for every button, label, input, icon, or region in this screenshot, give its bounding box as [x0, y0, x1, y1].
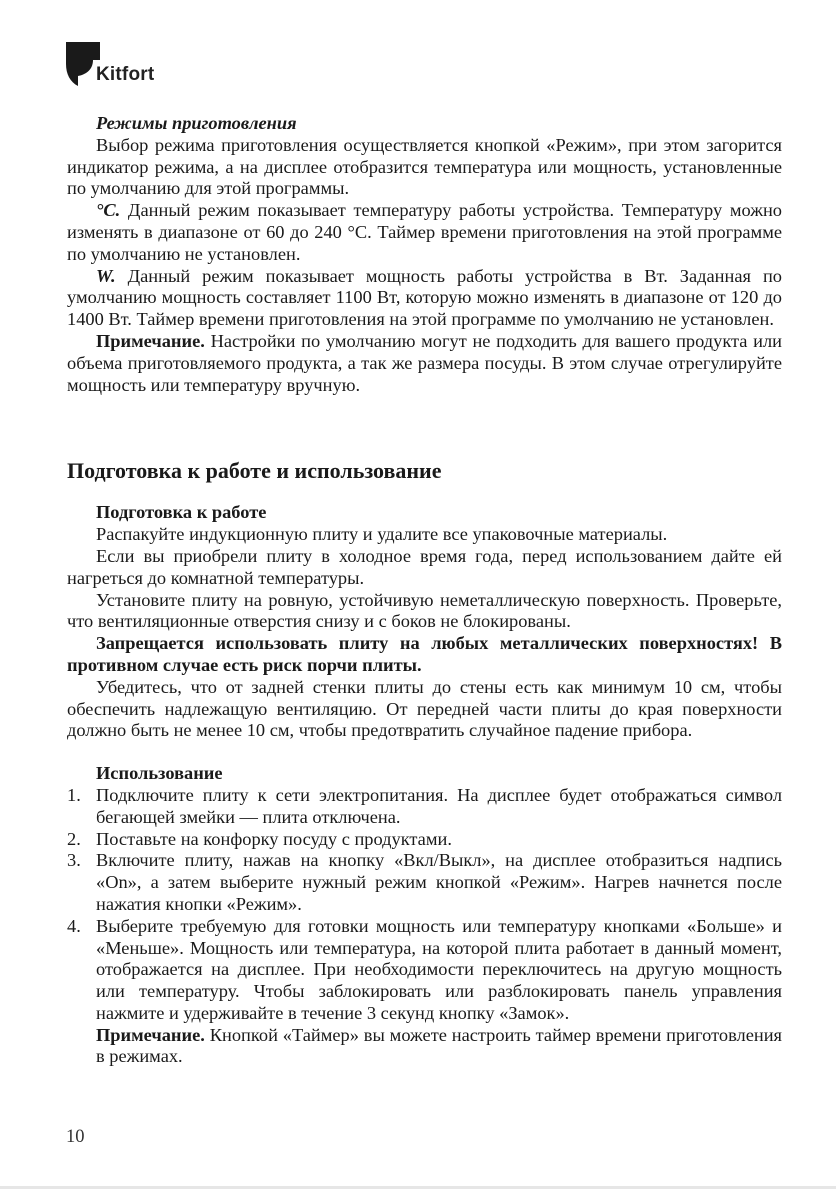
step-text: Подключите плиту к сети электропитания. На дисплее будет отображаться символ бегающей змейки — плита отключена. — [96, 784, 782, 827]
usage-step — [67, 785, 782, 829]
prep-paragraph-1: Распакуйте индукционную плиту и удалите все упаковочные материалы. — [96, 524, 668, 545]
step-text: Поставьте на конфорку посуду с продуктами. — [96, 828, 452, 849]
mode-watt-paragraph — [67, 266, 782, 331]
prep-paragraph-3: Установите плиту на ровную, устойчивую неметаллическую поверхность. Проверьте, что вентиляционные отверстия снизу и с боков не блокированы. — [67, 589, 782, 632]
section-title: Подготовка к работе и использование — [67, 458, 442, 484]
usage-heading: Использование — [96, 763, 223, 784]
mode-celsius-label: °C. — [96, 200, 121, 221]
brand-name: Kitfort — [96, 64, 155, 85]
step-number: 3. — [67, 850, 81, 871]
prep-paragraph-2: Если вы приобрели плиту в холодное время года, перед использованием дайте ей нагреться до комнатной температуры. — [67, 545, 782, 588]
modes-heading: Режимы приготовления — [96, 113, 297, 133]
mode-watt-label: W. — [96, 265, 116, 286]
step-number: 1. — [67, 784, 81, 805]
mode-watt-text: Данный режим показывает мощность работы устройства в Вт. Заданная по умолчанию мощность составляет 1100 Вт, которую можно изменять в диапазоне от 120 до 1400 Вт. Таймер времени приготовления на этой программе по умолчанию не установлен. — [67, 265, 782, 330]
modes-note-text: Настройки по умолчанию могут не подходить для вашего продукта или объема приготовляемого продукта, а так же размера посуды. В этом случае отрегулируйте мощность или температуру вручную. — [67, 330, 782, 395]
prep-heading: Подготовка к работе — [96, 502, 267, 523]
page-content — [67, 113, 782, 1068]
usage-step — [67, 850, 782, 915]
page-number: 10 — [66, 1127, 85, 1147]
step-text: Выберите требуемую для готовки мощность или температуру кнопками «Больше» и «Меньше». Мощность или температура, на которой плита работает в данный момент, отображается на дисплее. При необходимости переключитесь на другую мощность или температуру. Чтобы заблокировать или разблокировать панель управления нажмите и удерживайте в течение 3 секунд кнопку «Замок». — [96, 915, 782, 1023]
usage-step — [67, 829, 782, 851]
prep-paragraph-4: Убедитесь, что от задней стенки плиты до стены есть как минимум 10 см, чтобы обеспечить надлежащую вентиляцию. От передней части плиты до края поверхности должно быть не менее 10 см, чтобы предотвратить случайное падение прибора. — [67, 676, 782, 741]
modes-intro: Выбор режима приготовления осуществляется кнопкой «Режим», при этом загорится индикатор режима, а на дисплее отобразится температура или мощность, установленные по умолчанию для этой программы. — [67, 134, 782, 199]
usage-note — [67, 1025, 782, 1069]
step-number: 2. — [67, 828, 81, 849]
usage-note-text: Кнопкой «Таймер» вы можете настроить таймер времени приготовления в режимах. — [96, 1024, 782, 1067]
usage-step — [67, 916, 782, 1025]
modes-note-label: Примечание. — [96, 330, 205, 351]
usage-note-label: Примечание. — [96, 1024, 205, 1045]
prep-warning: Запрещается использовать плиту на любых металлических поверхностях! В противном случае есть риск порчи плиты. — [67, 633, 782, 675]
step-number: 4. — [67, 915, 81, 936]
usage-steps — [67, 785, 782, 1068]
modes-note — [67, 331, 782, 396]
mode-celsius-paragraph — [67, 200, 782, 265]
step-text: Включите плиту, нажав на кнопку «Вкл/Выкл», на дисплее отобразиться надпись «On», а затем выберите нужный режим кнопкой «Режим». Нагрев начнется после нажатия кнопки «Режим». — [96, 850, 782, 914]
mode-celsius-text: Данный режим показывает температуру работы устройства. Температуру можно изменять в диапазоне от 60 до 240 °C. Таймер времени приготовления на этой программе по умолчанию не установлен. — [67, 200, 782, 264]
